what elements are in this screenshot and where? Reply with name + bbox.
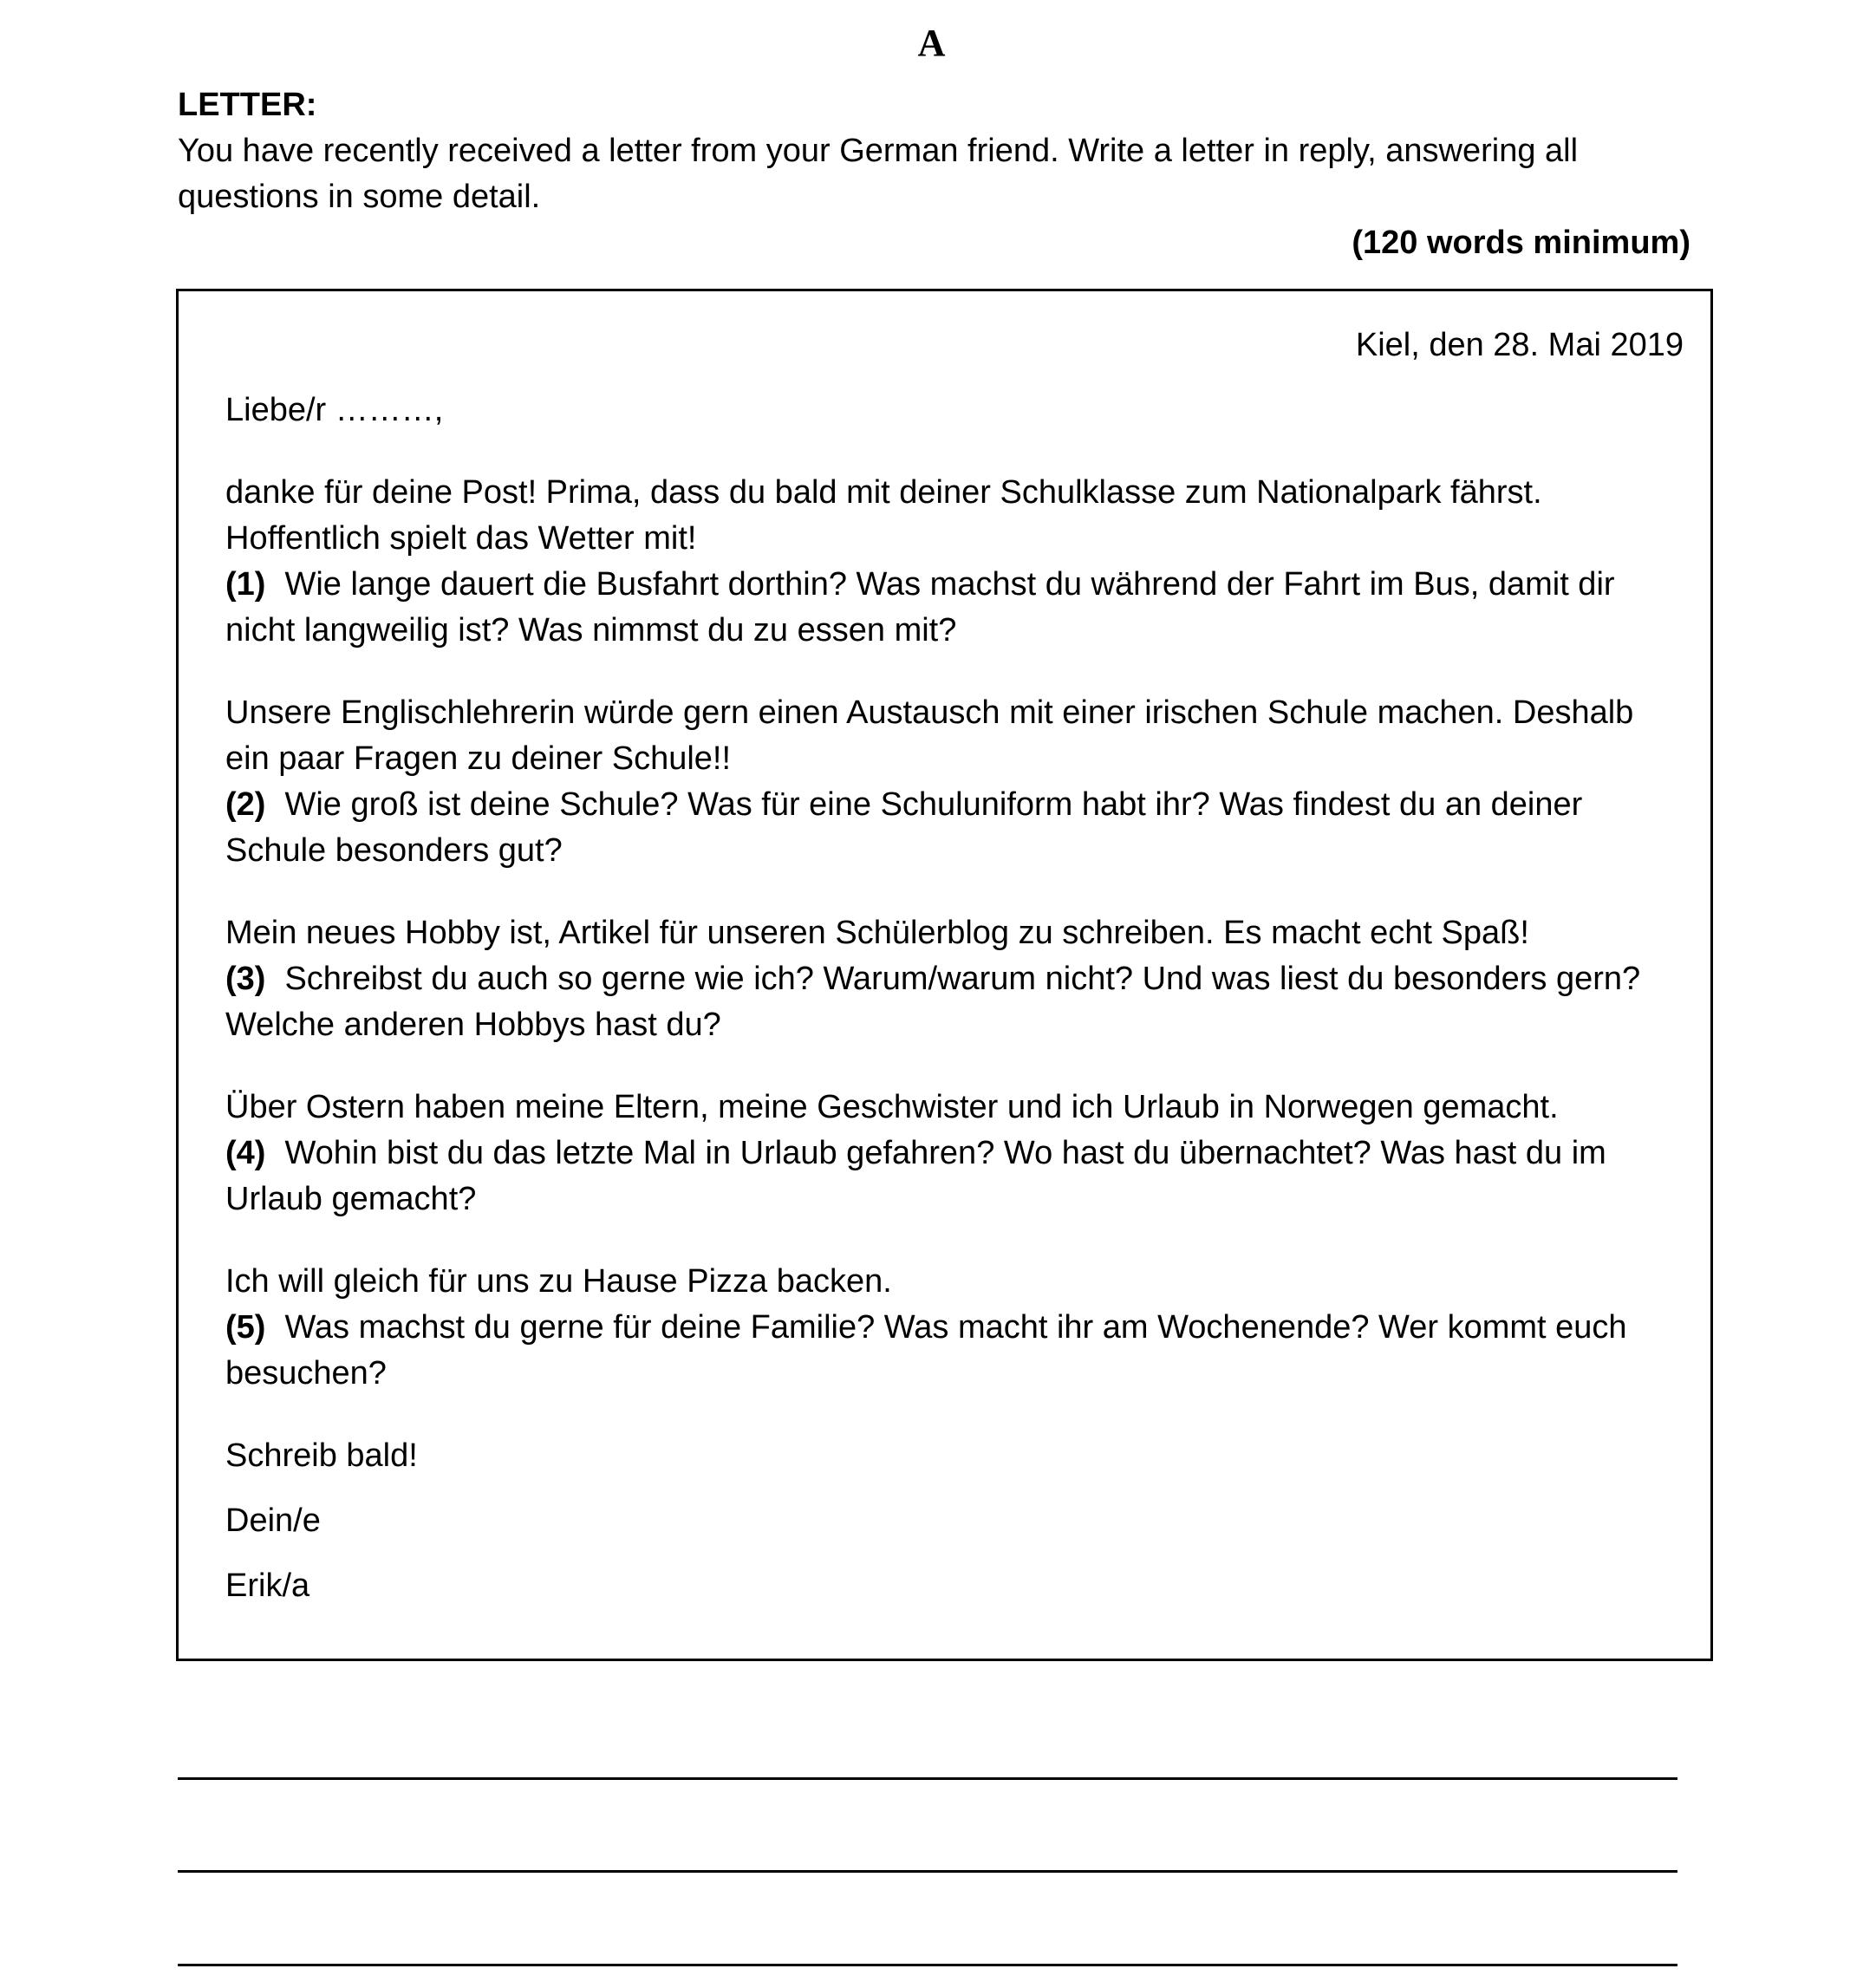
question-number: (2): [225, 786, 266, 823]
paragraph-intro: Ich will gleich für uns zu Hause Pizza backen.: [225, 1263, 892, 1300]
letter-box: [176, 289, 1713, 1661]
question-number: (5): [225, 1309, 266, 1346]
letter-paragraph-4: [225, 1085, 1684, 1222]
paragraph-intro: danke für deine Post! Prima, dass du bald mit deiner Schulklasse zum Nationalpark fährst. Hoffentlich spielt das Wetter mit!: [225, 474, 1542, 557]
section-letter: A: [917, 22, 946, 64]
question-number: (1): [225, 566, 266, 603]
paragraph-questions: Wie groß ist deine Schule? Was für eine Schuluniform habt ihr? Was findest du an deiner Schule besonders gut?: [225, 786, 1583, 869]
paragraph-intro: Mein neues Hobby ist, Artikel für unseren Schülerblog zu schreiben. Es macht echt Spaß!: [225, 915, 1529, 951]
letter-closing: Schreib bald!: [225, 1437, 418, 1474]
letter-signoff: Dein/e: [225, 1502, 321, 1539]
letter-paragraph-2: [225, 690, 1684, 874]
letter-paragraph-1: [225, 470, 1684, 654]
paragraph-questions: Wie lange dauert die Busfahrt dorthin? Was machst du während der Fahrt im Bus, damit dir nicht langweilig ist? Was nimmst du zu essen mit?: [225, 566, 1615, 649]
paragraph-questions: Schreibst du auch so gerne wie ich? Warum/warum nicht? Und was liest du besonders gern? Welche anderen Hobbys hast du?: [225, 961, 1641, 1043]
instructions-task: You have recently received a letter from your German friend. Write a letter in reply, answering all questions in some detail.: [178, 133, 1579, 215]
answer-line[interactable]: [178, 1870, 1677, 1873]
letter-content: [225, 323, 1684, 1609]
question-number: (3): [225, 961, 266, 997]
question-number: (4): [225, 1135, 266, 1171]
letter-greeting: Liebe/r ………,: [225, 392, 444, 428]
paragraph-questions: Wohin bist du das letzte Mal in Urlaub gefahren? Wo hast du übernachtet? Was hast du im Urlaub gemacht?: [225, 1135, 1606, 1217]
letter-date: Kiel, den 28. Mai 2019: [1355, 327, 1684, 363]
word-count-requirement: (120 words minimum): [1352, 225, 1690, 261]
paragraph-intro: Unsere Englischlehrerin würde gern einen Austausch mit einer irischen Schule machen. Deshalb ein paar Fragen zu deiner Schule!!: [225, 694, 1634, 777]
paragraph-intro: Über Ostern haben meine Eltern, meine Geschwister und ich Urlaub in Norwegen gemacht.: [225, 1089, 1559, 1125]
paragraph-questions: Was machst du gerne für deine Familie? Was macht ihr am Wochenende? Wer kommt euch besuchen?: [225, 1309, 1627, 1392]
letter-signature-name: Erik/a: [225, 1568, 310, 1604]
answer-line[interactable]: [178, 1964, 1677, 1966]
instructions-heading: LETTER:: [178, 87, 317, 123]
letter-paragraph-3: [225, 910, 1684, 1048]
instructions: [178, 82, 1690, 266]
answer-line[interactable]: [178, 1777, 1677, 1780]
letter-paragraph-5: [225, 1259, 1684, 1397]
